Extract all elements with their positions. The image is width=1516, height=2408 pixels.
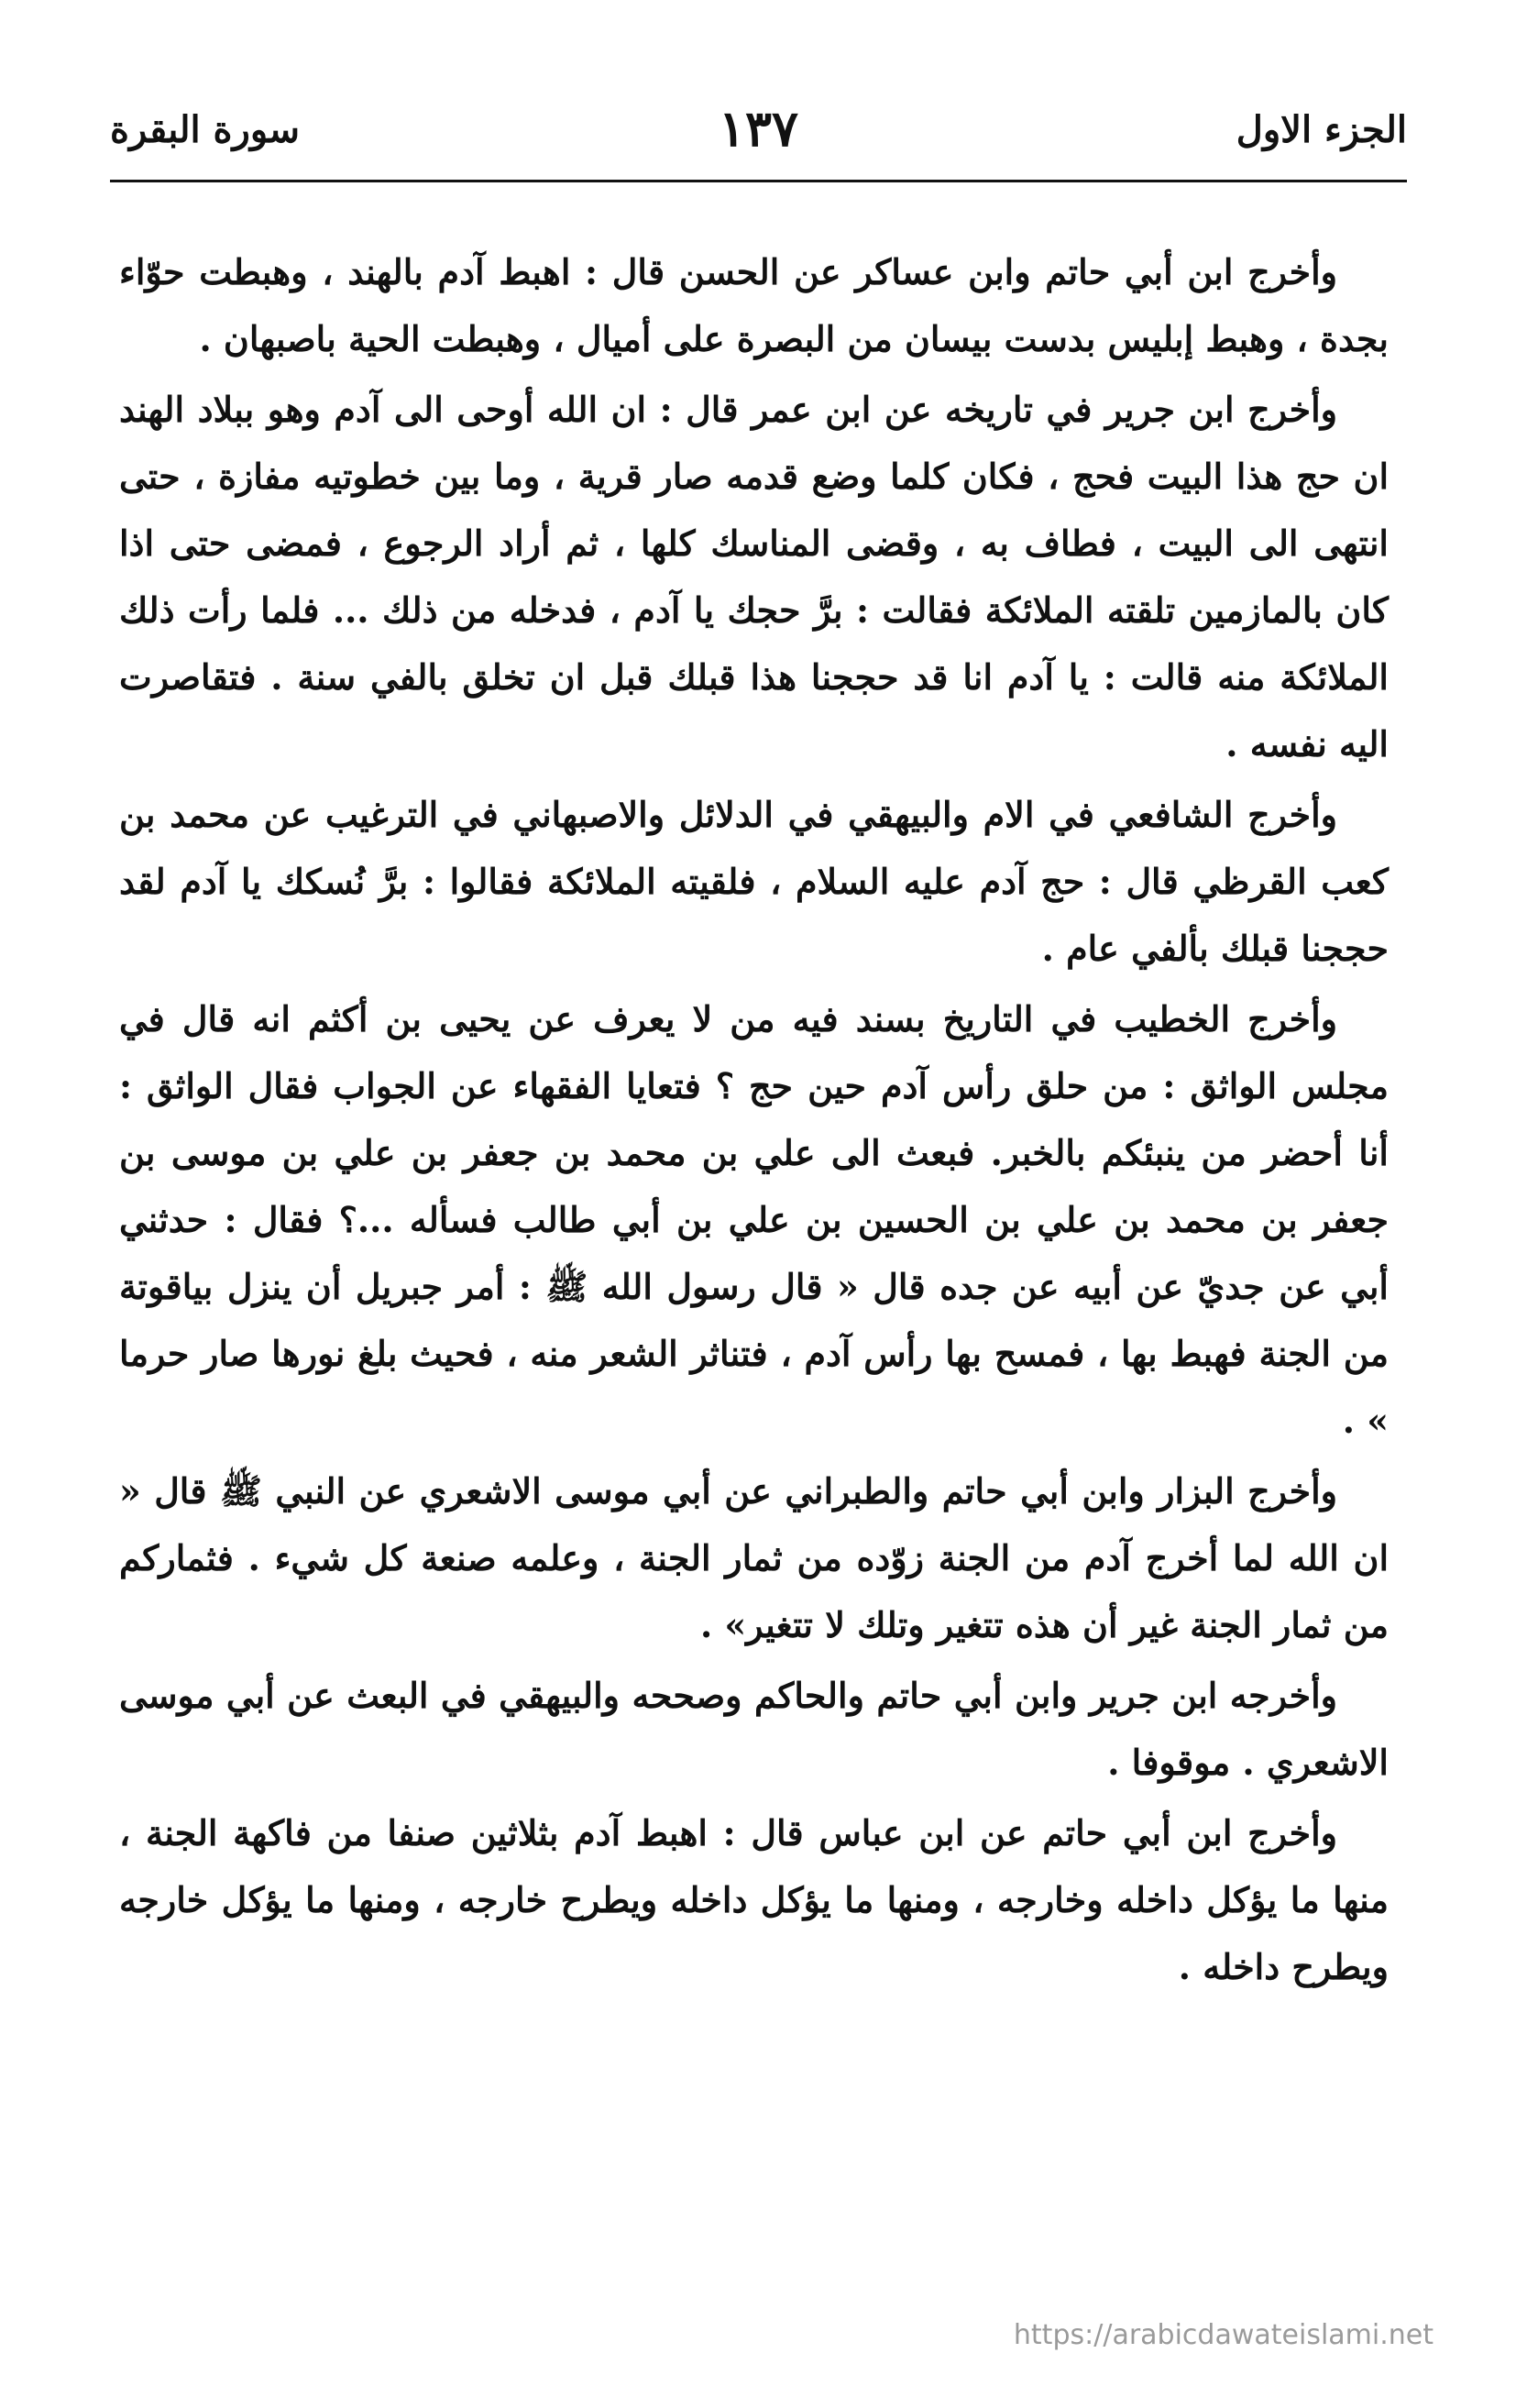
paragraph: وأخرج ابن جرير في تاريخه عن ابن عمر قال : ان الله أوحى الى آدم وهو ببلاد الهند ان حج هذا البيت فحج ، فكان كلما وضع قدمه صار قرية ، وما بين خطوتيه مفازة ، حتى انتهى الى البيت ، فطاف به ، وقضى المناسك كلها ، ثم أراد الرجوع ، فمضى حتى اذا كان بالمازمين تلقته الملائكة فقالت : برَّ حجك يا آدم ، فدخله من ذلك ... فلما رأت ذلك الملائكة منه قالت : يا آدم انا قد حججنا هذا قبلك قبل ان تخلق بالفي سنة . فتقاصرت اليه نفسه . (119, 389, 1389, 764)
paragraph: وأخرج ابن أبي حاتم عن ابن عباس قال : اهبط آدم بثلاثين صنفا من فاكهة الجنة ، منها ما يؤكل داخله وخارجه ، ومنها ما يؤكل داخله ويطرح خارجه ، ومنها ما يؤكل خارجه ويطرح داخله . (119, 1812, 1389, 1987)
volume-title: الجزء الاول (1236, 108, 1407, 151)
paragraph: وأخرجه ابن جرير وابن أبي حاتم والحاكم وصححه والبيهقي في البعث عن أبي موسى الاشعري . موقوفا . (119, 1675, 1389, 1783)
page-body (119, 238, 1389, 2004)
paragraph: وأخرج الشافعي في الام والبيهقي في الدلائل والاصبهاني في الترغيب عن محمد بن كعب القرظي قال : حج آدم عليه السلام ، فلقيته الملائكة فقالوا : برَّ نُسكك يا آدم لقد حججنا قبلك بألفي عام . (119, 794, 1389, 969)
paragraph: وأخرج الخطيب في التاريخ بسند فيه من لا يعرف عن يحيى بن أكثم انه قال في مجلس الواثق : من حلق رأس آدم حين حج ؟ فتعايا الفقهاء عن الجواب فقال الواثق : أنا أحضر من ينبئكم بالخبر. فبعث الى علي بن محمد بن جعفر بن علي بن موسى بن جعفر بن محمد بن علي بن الحسين بن علي بن أبي طالب فسأله ...؟ فقال : حدثني أبي عن جديّ عن أبيه عن جده قال « قال رسول الله ﷺ : أمر جبريل أن ينزل بياقوتة من الجنة فهبط بها ، فمسح بها رأس آدم ، فتناثر الشعر منه ، فحيث بلغ نورها صار حرما » . (119, 998, 1389, 1441)
paragraph: وأخرج ابن أبي حاتم وابن عساكر عن الحسن قال : اهبط آدم بالهند ، وهبطت حوّاء بجدة ، وهبط إبليس بدست بيسان من البصرة على أميال ، وهبطت الحية باصبهان . (119, 251, 1389, 359)
paragraph: وأخرج البزار وابن أبي حاتم والطبراني عن أبي موسى الاشعري عن النبي ﷺ قال « ان الله لما أخرج آدم من الجنة زوّده من ثمار الجنة ، وعلمه صنعة كل شيء . فثماركم من ثمار الجنة غير أن هذه تتغير وتلك لا تتغير» . (119, 1470, 1389, 1645)
header-divider (110, 180, 1407, 182)
surah-title: سورة البقرة (110, 108, 301, 151)
page-number: ١٣٧ (718, 99, 799, 158)
page-header (110, 99, 1407, 172)
watermark-url: https://arabicdawateislami.net (1013, 2319, 1434, 2351)
